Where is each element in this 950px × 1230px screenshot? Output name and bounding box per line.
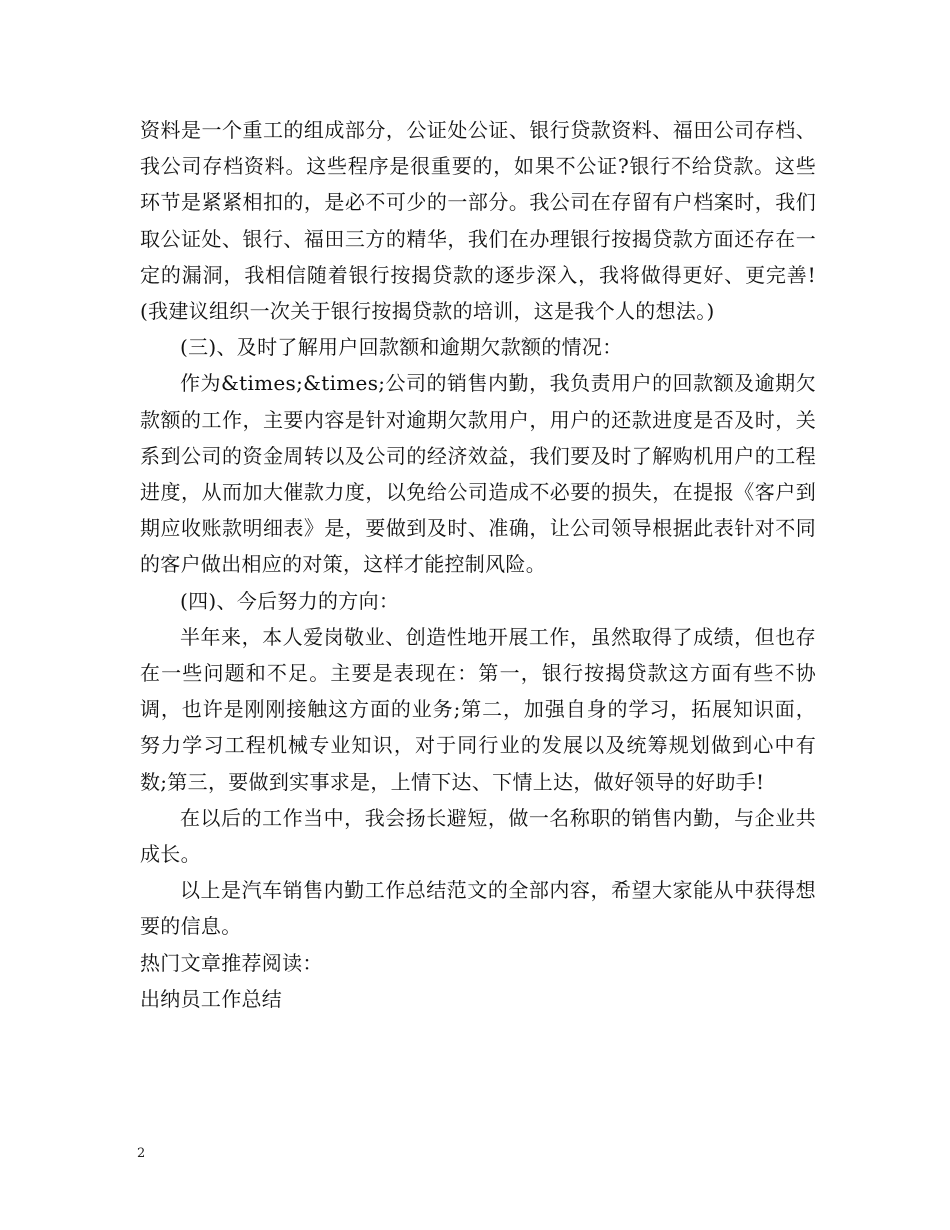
paragraph-future-work: 在以后的工作当中，我会扬长避短，做一名称职的销售内勤，与企业共成长。 [140,805,816,867]
document-body [140,112,816,1017]
recommended-reading-label: 热门文章推荐阅读： [140,950,323,975]
paragraph-closing-summary: 以上是汽车销售内勤工作总结范文的全部内容，希望大家能从中获得想要的信息。 [140,878,816,939]
paragraph-bank-loan-materials: 资料是一个重工的组成部分，公证处公证、银行贷款资料、福田公司存档、我公司存档资料。这些程序是很重要的，如果不公证?银行不给贷款。这些环节是紧紧相扣的，是必不可少的一部分。我公司在存留有户档案时，我们取公证处、银行、福田三方的精华，我们在办理银行按揭贷款方面还存在一定的漏洞，我相信随着银行按揭贷款的逐步深入，我将做得更好、更完善!(我建议组织一次关于银行按揭贷款的培训，这是我个人的想法。) [140,118,816,324]
recommended-article-link[interactable]: 出纳员工作总结 [140,986,283,1011]
page-number: 2 [137,1146,146,1161]
section-heading-four: (四)、今后努力的方向： [180,588,400,613]
paragraph-half-year-review: 半年来，本人爱岗敬业、创造性地开展工作，虽然取得了成绩，但也存在一些问题和不足。主要是表现在：第一，银行按揭贷款这方面有些不协调，也许是刚刚接触这方面的业务;第二，加强自身的学习，拓展知识面，努力学习工程机械专业知识，对于同行业的发展以及统筹规划做到心中有数;第三，要做到实事求是，上情下达、下情上达，做好领导的好助手! [140,624,816,794]
paragraph-overdue-payments: 作为&times;&times;公司的销售内勤，我负责用户的回款额及逾期欠款额的工作，主要内容是针对逾期欠款用户，用户的还款进度是否及时，关系到公司的资金周转以及公司的经济效益，我们要及时了解购机用户的工程进度，从而加大催款力度，以免给公司造成不必要的损失，在提报《客户到期应收账款明细表》是，要做到及时、准确，让公司领导根据此表针对不同的客户做出相应的对策，这样才能控制风险。 [140,371,816,577]
section-heading-three: (三)、及时了解用户回款额和逾期欠款额的情况： [180,335,623,360]
